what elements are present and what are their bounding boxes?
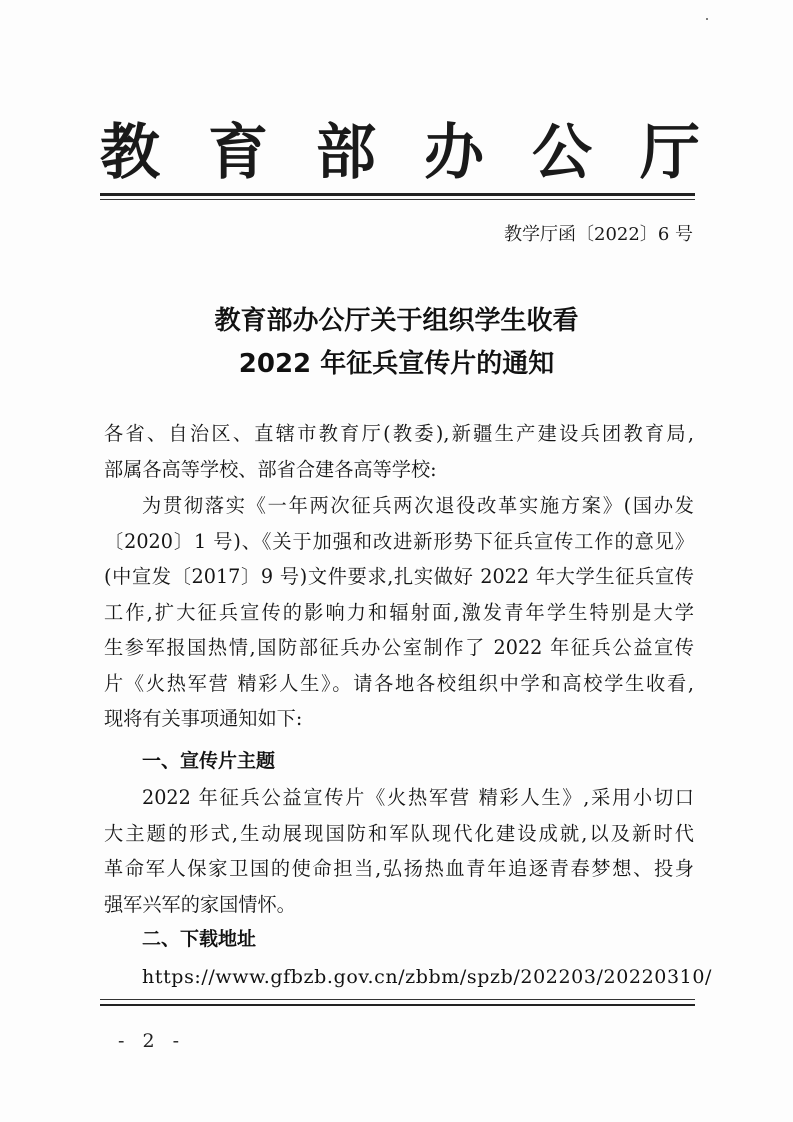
theme-paragraph — [104, 780, 694, 922]
header-char: 育 — [208, 118, 268, 188]
paragraph-line: 片《火热军营 精彩人生》。请各地各校组织中学和高校学生收看, — [104, 671, 694, 695]
header-char: 部 — [316, 118, 376, 188]
header-char: 厅 — [640, 118, 700, 188]
document-title-line-2: 2022 年征兵宣传片的通知 — [238, 349, 555, 379]
footer-divider-thick — [100, 1004, 695, 1006]
issuing-office-header — [100, 118, 700, 188]
download-url: https://www.gfbzb.gov.cn/zbbm/spzb/202203/20220310/ — [142, 966, 713, 988]
header-char: 教 — [100, 118, 160, 188]
paragraph-line: 革命军人保家卫国的使命担当,弘扬热血青年追逐青春梦想、投身 — [104, 857, 694, 880]
addressee-line: 部属各高等学校、部省合建各高等学校: — [104, 457, 437, 481]
paragraph-line: 大主题的形式,生动展现国防和军队现代化建设成就,以及新时代 — [104, 821, 694, 845]
section-heading-download: 二、下载地址 — [142, 928, 257, 950]
addressee-block — [104, 416, 694, 487]
header-divider-thin — [100, 199, 695, 200]
header-divider-thick — [100, 193, 695, 196]
page-number: - 2 - — [118, 1030, 186, 1052]
header-char: 办 — [424, 118, 484, 188]
intro-paragraph — [104, 488, 694, 737]
paragraph-line: 强军兴军的家国情怀。 — [104, 892, 296, 916]
header-char: 公 — [532, 118, 592, 188]
section-heading-theme: 一、宣传片主题 — [142, 750, 276, 772]
paragraph-line: 2022 年征兵公益宣传片《火热军营 精彩人生》,采用小切口 — [142, 786, 694, 809]
paragraph-line: 〔2020〕1 号)、《关于加强和改进新形势下征兵宣传工作的意见》 — [104, 529, 694, 553]
footer-divider-thin — [100, 999, 695, 1000]
paragraph-line: 为贯彻落实《一年两次征兵两次退役改革实施方案》(国办发 — [142, 494, 694, 517]
paragraph-line: (中宣发〔2017〕9 号)文件要求,扎实做好 2022 年大学生征兵宣传 — [104, 565, 694, 588]
document-number: 教学厅函〔2022〕6 号 — [504, 224, 693, 245]
paragraph-line: 现将有关事项通知如下: — [104, 707, 303, 730]
paragraph-line: 工作,扩大征兵宣传的影响力和辐射面,激发青年学生特别是大学 — [104, 600, 694, 624]
scan-speck — [706, 18, 708, 20]
paragraph-line: 生参军报国热情,国防部征兵办公室制作了 2022 年征兵公益宣传 — [104, 636, 694, 659]
addressee-line: 各省、自治区、直辖市教育厅(教委),新疆生产建设兵团教育局, — [104, 422, 694, 445]
document-title-line-1: 教育部办公厅关于组织学生收看 — [214, 306, 579, 336]
